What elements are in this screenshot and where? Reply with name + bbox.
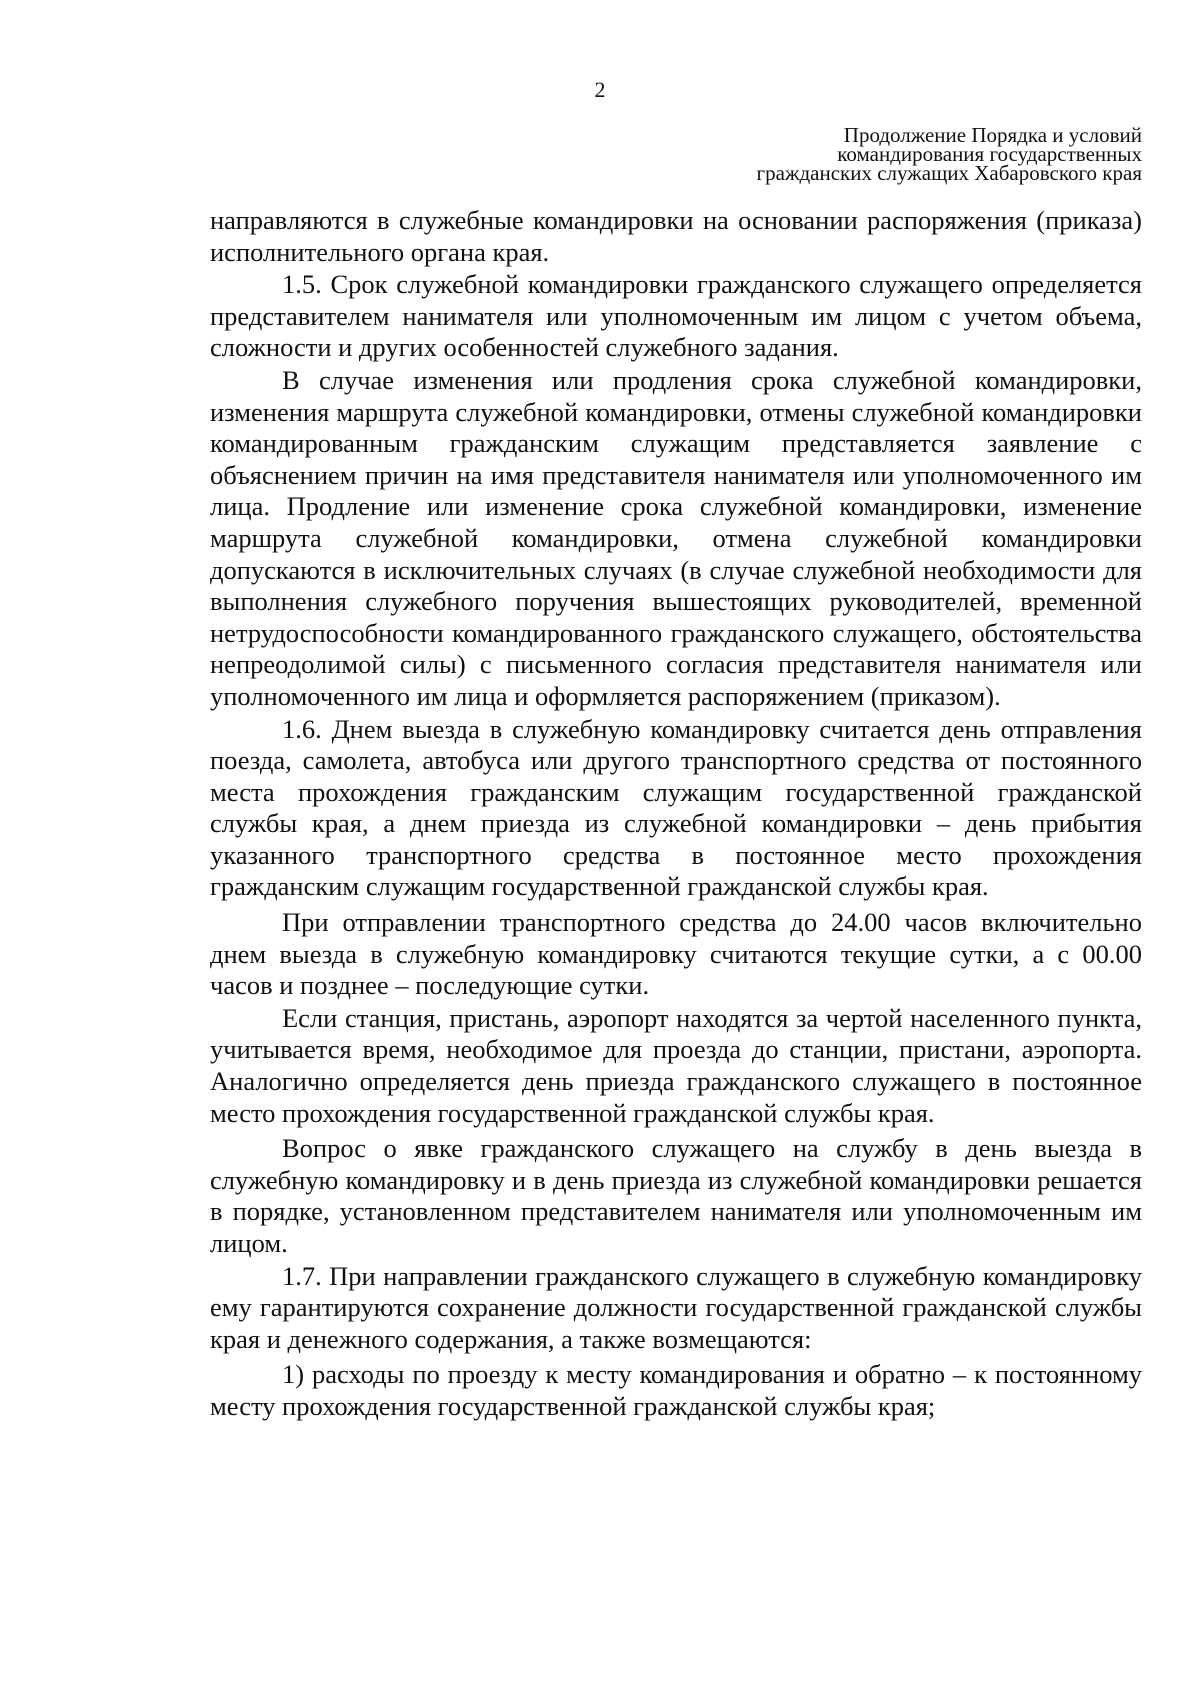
- paragraph-departure-time: При отправлении транспортного средства до 24.00 часов включительно днем выезда в служебную командировку считаются текущие сутки, а с 00.00 часов и позднее – последующие сутки.: [210, 907, 1142, 1001]
- paragraph-1-6: 1.6. Днем выезда в служебную командировку считается день отправления поезда, самолета, автобуса или другого транспортного средства от постоянного места прохождения гражданским служащим государственной гражданской службы края, а днем приезда из служебной командировки – день прибытия указанного транспортного средства в постоянное место прохождения гражданским служащим государственной гражданской службы края.: [210, 713, 1142, 902]
- running-header-line: гражданских служащих Хабаровского края: [756, 161, 1142, 185]
- paragraph-change-of-trip: В случае изменения или продления срока служебной командировки, изменения маршрута служебной командировки, отмены служебной командировки командированным гражданским служащим представляется заявление с объяснением причин на имя представителя нанимателя или уполномоченного им лица. Продление или изменение срока служебной командировки, изменение маршрута служебной командировки, отмена служебной командировки допускаются в исключительных случаях (в случае служебной необходимости для выполнения служебного поручения вышестоящих руководителей, временной нетрудоспособности командированного гражданского служащего, обстоятельства непреодолимой силы) с письменного согласия представителя нанимателя или уполномоченного им лица и оформляется распоряжением (приказом).: [210, 364, 1142, 711]
- paragraph-attendance: Вопрос о явке гражданского служащего на службу в день выезда в служебную командировку и в день приезда из служебной командировки решается в порядке, установленном представителем нанимателя или уполномоченным им лицом.: [210, 1133, 1142, 1258]
- page-number: 2: [594, 77, 606, 102]
- running-header-line: Продолжение Порядка и условий: [843, 123, 1142, 147]
- list-item-1: 1) расходы по проезду к месту командирования и обратно – к постоянному месту прохождения государственной гражданской службы края;: [210, 1359, 1142, 1421]
- paragraph-station-outside: Если станция, пристань, аэропорт находятся за чертой населенного пункта, учитывается время, необходимое для проезда до станции, пристани, аэропорта. Аналогично определяется день приезда гражданского служащего в постоянное место прохождения государственной гражданской службы края.: [210, 1002, 1142, 1128]
- paragraph-1-7: 1.7. При направлении гражданского служащего в служебную командировку ему гарантируются сохранение должности государственной гражданской службы края и денежного содержания, а также возмещаются:: [210, 1260, 1142, 1354]
- paragraph-continuation: направляются в служебные командировки на основании распоряжения (приказа) исполнительного органа края.: [210, 205, 1142, 267]
- paragraph-1-5: 1.5. Срок служебной командировки гражданского служащего определяется представителем нанимателя или уполномоченным им лицом с учетом объема, сложности и других особенностей служебного задания.: [210, 269, 1142, 363]
- running-header: [756, 123, 1142, 185]
- running-header-line: командирования государственных: [837, 142, 1142, 166]
- document-body: [210, 205, 1142, 1424]
